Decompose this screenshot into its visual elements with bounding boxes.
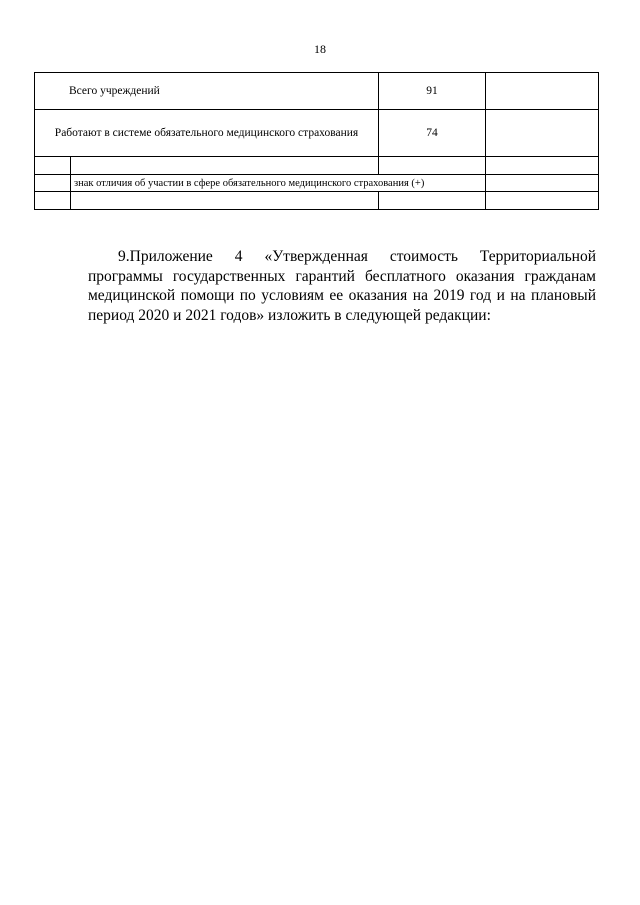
row-extra-cell <box>486 157 599 175</box>
row-extra-cell <box>486 192 599 210</box>
row-value-empty <box>379 157 486 175</box>
table-row <box>35 157 599 175</box>
row-index-cell <box>35 192 71 210</box>
row-value-empty <box>379 192 486 210</box>
summary-table <box>34 72 599 210</box>
row-value-total-institutions: 91 <box>379 73 486 110</box>
row-extra-cell <box>486 110 599 157</box>
row-index-cell <box>35 157 71 175</box>
table-row <box>35 110 599 157</box>
amendment-paragraph: 9.Приложение 4 «Утвержденная стоимость Территориальной программы государственных гарантий бесплатного оказания гражданам медицинской помощи по условиям ее оказания на 2019 год и на плановый период 2020 и 2021 годов» изложить в следующей редакции: <box>88 248 596 324</box>
row-label-distinction-mark: знак отличия об участии в сфере обязательного медицинского страхования (+) <box>71 175 486 192</box>
table-row <box>35 73 599 110</box>
row-extra-cell <box>486 175 599 192</box>
page-number: 18 <box>314 42 326 56</box>
row-index-cell <box>35 175 71 192</box>
table-row <box>35 175 599 192</box>
table-row <box>35 192 599 210</box>
row-label-empty <box>71 157 379 175</box>
row-label-empty <box>71 192 379 210</box>
row-value-oms-participants: 74 <box>379 110 486 157</box>
row-extra-cell <box>486 73 599 110</box>
row-label-oms-participants: Работают в системе обязательного медицинского страхования <box>35 110 379 157</box>
row-label-total-institutions: Всего учреждений <box>35 73 379 110</box>
